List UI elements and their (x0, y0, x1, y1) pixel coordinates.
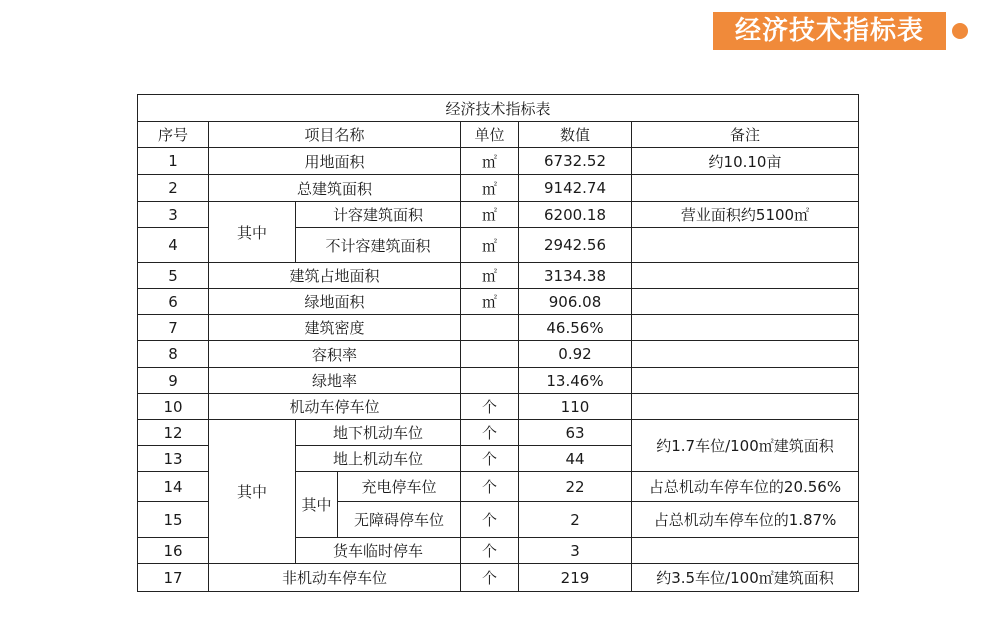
table-row (138, 368, 859, 394)
item-cell: 地上机动车位 (296, 446, 461, 472)
table-row (138, 341, 859, 368)
seq-cell: 5 (138, 263, 209, 289)
unit-cell: 个 (461, 446, 519, 472)
item-cell: 机动车停车位 (209, 394, 461, 420)
note-cell: 约3.5车位/100㎡建筑面积 (632, 564, 859, 592)
note-cell (632, 394, 859, 420)
unit-cell: ㎡ (461, 148, 519, 175)
unit-cell (461, 368, 519, 394)
value-cell: 0.92 (519, 341, 632, 368)
table-row (138, 148, 859, 175)
item-cell: 建筑密度 (209, 315, 461, 341)
value-cell: 2942.56 (519, 228, 632, 263)
note-cell (632, 175, 859, 202)
seq-cell: 16 (138, 538, 209, 564)
value-cell: 2 (519, 502, 632, 538)
item-cell: 非机动车停车位 (209, 564, 461, 592)
unit-cell: 个 (461, 502, 519, 538)
header-seq: 序号 (138, 122, 209, 148)
seq-cell: 8 (138, 341, 209, 368)
value-cell: 6732.52 (519, 148, 632, 175)
table-title: 经济技术指标表 (138, 95, 859, 122)
value-cell: 3134.38 (519, 263, 632, 289)
value-cell: 63 (519, 420, 632, 446)
item-cell: 充电停车位 (338, 472, 461, 502)
group-cell: 其中 (209, 202, 296, 263)
note-cell (632, 315, 859, 341)
table-row (138, 263, 859, 289)
note-cell (632, 538, 859, 564)
unit-cell: ㎡ (461, 228, 519, 263)
header-value: 数值 (519, 122, 632, 148)
subgroup-cell: 其中 (296, 472, 338, 538)
note-cell (632, 263, 859, 289)
seq-cell: 3 (138, 202, 209, 228)
value-cell: 46.56% (519, 315, 632, 341)
table-row (138, 420, 859, 446)
header-unit: 单位 (461, 122, 519, 148)
seq-cell: 2 (138, 175, 209, 202)
unit-cell: 个 (461, 472, 519, 502)
value-cell: 3 (519, 538, 632, 564)
value-cell: 9142.74 (519, 175, 632, 202)
item-cell: 不计容建筑面积 (296, 228, 461, 263)
table-row (138, 315, 859, 341)
note-cell: 约1.7车位/100㎡建筑面积 (632, 420, 859, 472)
unit-cell: ㎡ (461, 202, 519, 228)
note-cell: 占总机动车停车位的1.87% (632, 502, 859, 538)
seq-cell: 14 (138, 472, 209, 502)
seq-cell: 7 (138, 315, 209, 341)
seq-cell: 13 (138, 446, 209, 472)
note-cell (632, 368, 859, 394)
note-cell: 占总机动车停车位的20.56% (632, 472, 859, 502)
seq-cell: 4 (138, 228, 209, 263)
value-cell: 906.08 (519, 289, 632, 315)
item-cell: 绿地率 (209, 368, 461, 394)
unit-cell: 个 (461, 394, 519, 420)
seq-cell: 9 (138, 368, 209, 394)
item-cell: 容积率 (209, 341, 461, 368)
seq-cell: 1 (138, 148, 209, 175)
note-cell: 营业面积约5100㎡ (632, 202, 859, 228)
indicators-table (137, 94, 859, 592)
unit-cell: ㎡ (461, 175, 519, 202)
unit-cell: ㎡ (461, 263, 519, 289)
item-cell: 计容建筑面积 (296, 202, 461, 228)
table-title-row (138, 95, 859, 122)
table-header-row (138, 122, 859, 148)
note-cell: 约10.10亩 (632, 148, 859, 175)
unit-cell: 个 (461, 420, 519, 446)
table-row (138, 175, 859, 202)
unit-cell: ㎡ (461, 289, 519, 315)
seq-cell: 17 (138, 564, 209, 592)
note-cell (632, 228, 859, 263)
item-cell: 总建筑面积 (209, 175, 461, 202)
header-note: 备注 (632, 122, 859, 148)
value-cell: 110 (519, 394, 632, 420)
unit-cell: 个 (461, 538, 519, 564)
unit-cell (461, 315, 519, 341)
seq-cell: 6 (138, 289, 209, 315)
item-cell: 用地面积 (209, 148, 461, 175)
value-cell: 13.46% (519, 368, 632, 394)
note-cell (632, 341, 859, 368)
note-cell (632, 289, 859, 315)
table-row (138, 202, 859, 228)
value-cell: 44 (519, 446, 632, 472)
item-cell: 绿地面积 (209, 289, 461, 315)
item-cell: 无障碍停车位 (338, 502, 461, 538)
unit-cell (461, 341, 519, 368)
orange-dot-icon (952, 23, 968, 39)
value-cell: 6200.18 (519, 202, 632, 228)
group-cell: 其中 (209, 420, 296, 564)
table-row (138, 564, 859, 592)
table-row (138, 394, 859, 420)
unit-cell: 个 (461, 564, 519, 592)
value-cell: 22 (519, 472, 632, 502)
seq-cell: 10 (138, 394, 209, 420)
seq-cell: 15 (138, 502, 209, 538)
seq-cell: 12 (138, 420, 209, 446)
item-cell: 建筑占地面积 (209, 263, 461, 289)
item-cell: 货车临时停车 (296, 538, 461, 564)
value-cell: 219 (519, 564, 632, 592)
item-cell: 地下机动车位 (296, 420, 461, 446)
table-row (138, 289, 859, 315)
header-banner: 经济技术指标表 (713, 12, 946, 50)
header-item: 项目名称 (209, 122, 461, 148)
